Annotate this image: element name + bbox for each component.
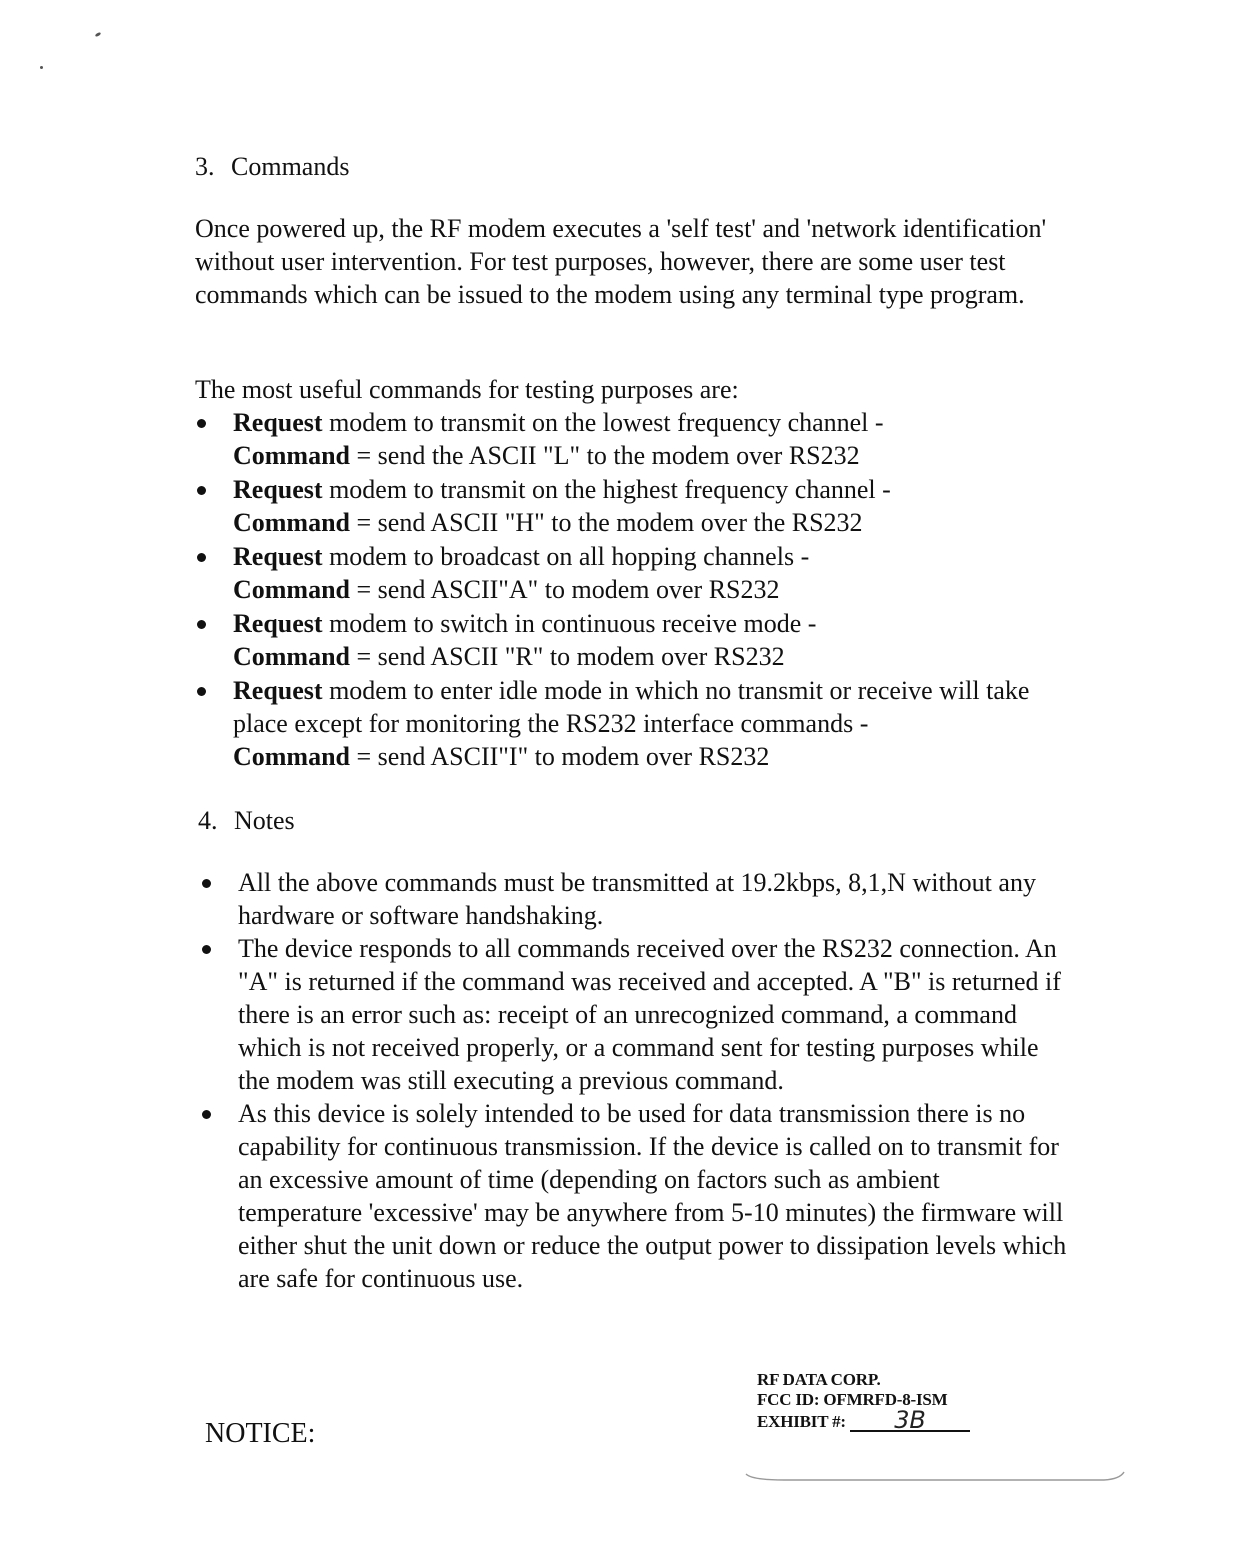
bullet-icon [197,553,206,562]
list-item [195,607,1065,673]
exhibit-stamp [757,1370,970,1432]
list-item [195,473,1065,539]
scan-line-decoration [744,1470,1128,1484]
command-label: Command [233,441,351,470]
request-label: Request [233,542,323,571]
scan-speck [40,66,43,69]
stamp-exhibit-label: EXHIBIT #: [757,1412,846,1431]
command-text: = send ASCII "H" to the modem over the RS232 [350,508,863,537]
notes-list [200,866,1070,1295]
section-4-number: 4. [198,806,218,835]
command-text: = send ASCII"A" to modem over RS232 [350,575,780,604]
command-label: Command [233,742,351,771]
request-text: modem to switch in continuous receive mode - [322,609,817,638]
note-text: As this device is solely intended to be used for data transmission there is no capability for continuous transmission. If the device is called on to transmit for an excessive amount of time (depending on factors such as ambient temperature 'excessive' may be anywhere from 5-10 minutes) the firmware will either shut the unit down or reduce the output power to dissipation levels which are safe for continuous use. [238,1099,1067,1293]
list-item [200,866,1070,932]
list-item [195,540,1065,606]
request-text: modem to enter idle mode in which no transmit or receive will take place except for monitoring the RS232 interface commands - [233,676,1030,738]
request-label: Request [233,609,323,638]
bullet-icon [202,1110,211,1119]
commands-list-intro: The most useful commands for testing purposes are: [195,375,739,404]
bullet-icon [197,620,206,629]
commands-list [195,406,1065,774]
command-label: Command [233,508,351,537]
command-text: = send the ASCII "L" to the modem over RS232 [350,441,860,470]
command-label: Command [233,575,351,604]
list-item [195,406,1065,472]
request-label: Request [233,475,323,504]
stamp-fcc-id: FCC ID: OFMRFD-8-ISM [757,1390,948,1409]
note-text: All the above commands must be transmitted at 19.2kbps, 8,1,N without any hardware or software handshaking. [238,868,1036,930]
command-text: = send ASCII "R" to modem over RS232 [350,642,785,671]
bullet-icon [202,945,211,954]
section-4-heading [198,806,295,836]
stamp-company: RF DATA CORP. [757,1370,881,1389]
scan-speck [95,32,102,38]
bullet-icon [197,419,206,428]
list-item [200,1097,1070,1295]
bullet-icon [197,486,206,495]
section-3-title: Commands [231,152,350,181]
command-label: Command [233,642,351,671]
request-text: modem to broadcast on all hopping channels - [322,542,810,571]
list-item [195,674,1065,773]
note-text: The device responds to all commands received over the RS232 connection. An "A" is returned if the command was received and accepted. A "B" is returned if there is an error such as: receipt of an unrecognized command, a command which is not received properly, or a command sent for testing purposes while the modem was still executing a previous command. [238,934,1061,1095]
section-3-number: 3. [195,152,215,181]
request-text: modem to transmit on the lowest frequency channel - [322,408,884,437]
request-text: modem to transmit on the highest frequency channel - [322,475,891,504]
request-label: Request [233,676,323,705]
stamp-exhibit-row [757,1406,970,1434]
request-label: Request [233,408,323,437]
section-4-title: Notes [234,806,295,835]
notice-label: NOTICE: [205,1418,316,1449]
list-item [200,932,1070,1097]
stamp-exhibit-value: 3B [850,1410,970,1432]
bullet-icon [197,687,206,696]
intro-paragraph: Once powered up, the RF modem executes a 'self test' and 'network identification' without user intervention. For test purposes, however, there are some user test commands which can be issued to the modem using any terminal type program. [195,214,1047,309]
section-3-heading [195,152,349,182]
bullet-icon [202,879,211,888]
command-text: = send ASCII"I" to modem over RS232 [350,742,770,771]
